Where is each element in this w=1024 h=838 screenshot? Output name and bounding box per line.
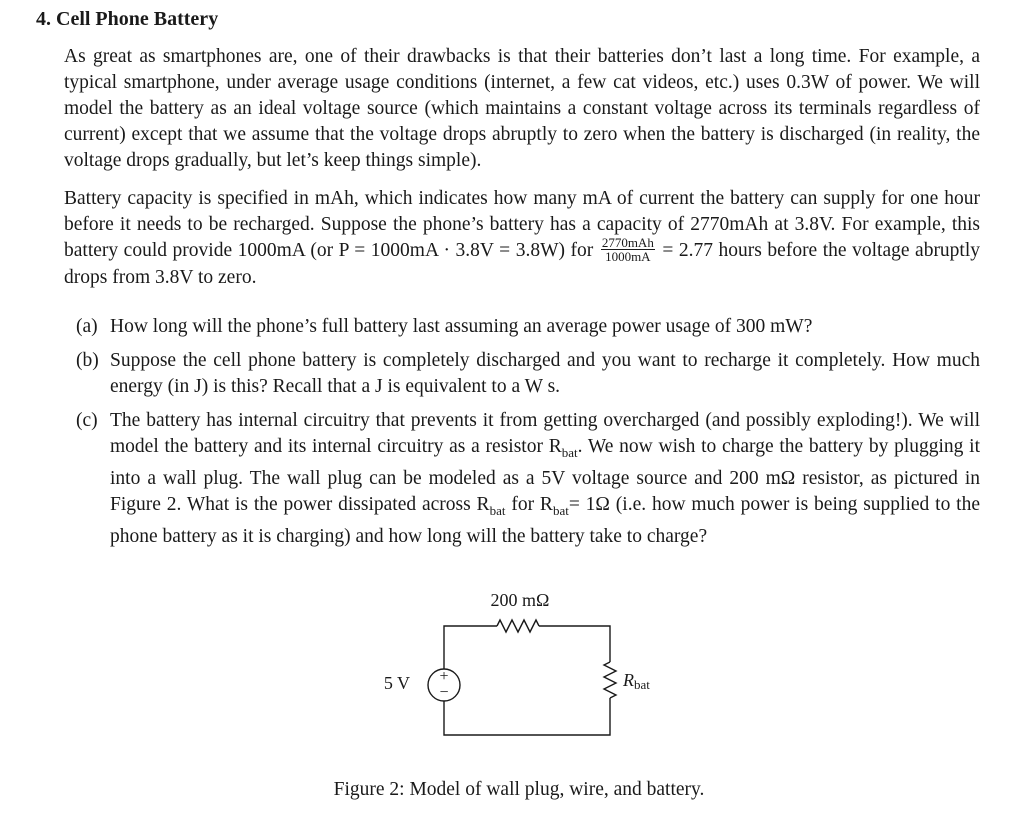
wire-right-bottom xyxy=(444,698,610,735)
intro-paragraph: As great as smartphones are, one of their drawbacks is that their batteries don’t last a long time. For example, a typical smartphone, under average usage conditions (internet, a few cat videos, etc.) uses 0.3W of power. We will model the battery as an ideal voltage source (which maintains a constant voltage across its terminals regardless of current) except that we assume that the voltage drops abruptly to zero when the battery is discharged (in reality, the voltage drops gradually, but let’s keep things simple). xyxy=(64,46,980,171)
source-plus-sign: + xyxy=(439,668,449,685)
question-a xyxy=(76,314,980,340)
question-label: (c) xyxy=(76,410,98,431)
question-text: Suppose the cell phone battery is completely discharged and you want to recharge it completely. How much energy (in J) is this? Recall that a J is equivalent to a W s. xyxy=(110,350,980,397)
rbat-label xyxy=(622,670,650,692)
fraction-numerator: 2770mAh xyxy=(601,235,654,251)
subscript: bat xyxy=(561,444,578,460)
question-c-text-4: = 1Ω (i.e. how much power is being supplied to the phone battery as it is charging) and how long will the battery take to charge? xyxy=(110,493,981,547)
circuit-diagram xyxy=(370,580,660,750)
capacity-paragraph xyxy=(64,186,980,291)
subscript: bat xyxy=(489,502,506,518)
problem-title: 4. Cell Phone Battery xyxy=(36,8,219,30)
capacity-text-1: Battery capacity is specified in mAh, which indicates how many mA of current the battery can supply for one hour before it needs to be recharged. Suppose the phone’s battery has a capacity of 2770mAh at 3.8V. For example, this battery could provide 1000mA (or P = 1000mA · 3.8V = 3.8W) for xyxy=(64,188,980,261)
subscript: bat xyxy=(552,502,569,518)
figure-caption-text: Figure 2: Model of wall plug, wire, and battery. xyxy=(333,779,705,800)
question-c-text-1: The battery has internal circuitry that prevents it from getting overcharged (and possibly exploding!). We will model the battery and its internal circuitry as a resistor R xyxy=(110,410,980,457)
question-label: (b) xyxy=(76,350,99,371)
question-text xyxy=(110,408,980,550)
fraction-denominator: 1000mA xyxy=(605,249,651,265)
question-c-text-3: for R xyxy=(505,493,553,515)
resistor-200m-zigzag xyxy=(497,620,539,632)
rbat-subscript: bat xyxy=(634,677,650,692)
question-text: How long will the phone’s full battery last assuming an average power usage of 300 mW? xyxy=(110,316,813,337)
wire-top-right xyxy=(539,626,610,662)
question-b xyxy=(76,348,980,400)
capacity-fraction xyxy=(601,236,655,263)
source-minus-sign: − xyxy=(439,684,449,701)
resistor-rbat-zigzag xyxy=(604,662,616,698)
wire-top-left xyxy=(444,626,497,669)
resistor-label: 200 mΩ xyxy=(490,590,550,610)
question-label: (a) xyxy=(76,316,98,337)
capacity-text-2: = 2.77 hours before the voltage abruptly drops from 3.8V to zero. xyxy=(64,240,981,289)
rbat-letter: R xyxy=(623,670,634,690)
question-c xyxy=(76,408,980,550)
figure-caption xyxy=(0,779,1024,801)
question-c-text-2: . We now wish to charge the battery by plugging it into a wall plug. The wall plug can be modeled as a 5V voltage source and 200 mΩ resistor, as pictured in Figure 2. What is the power dissipated across R xyxy=(110,436,980,515)
source-voltage-label: 5 V xyxy=(383,673,410,693)
